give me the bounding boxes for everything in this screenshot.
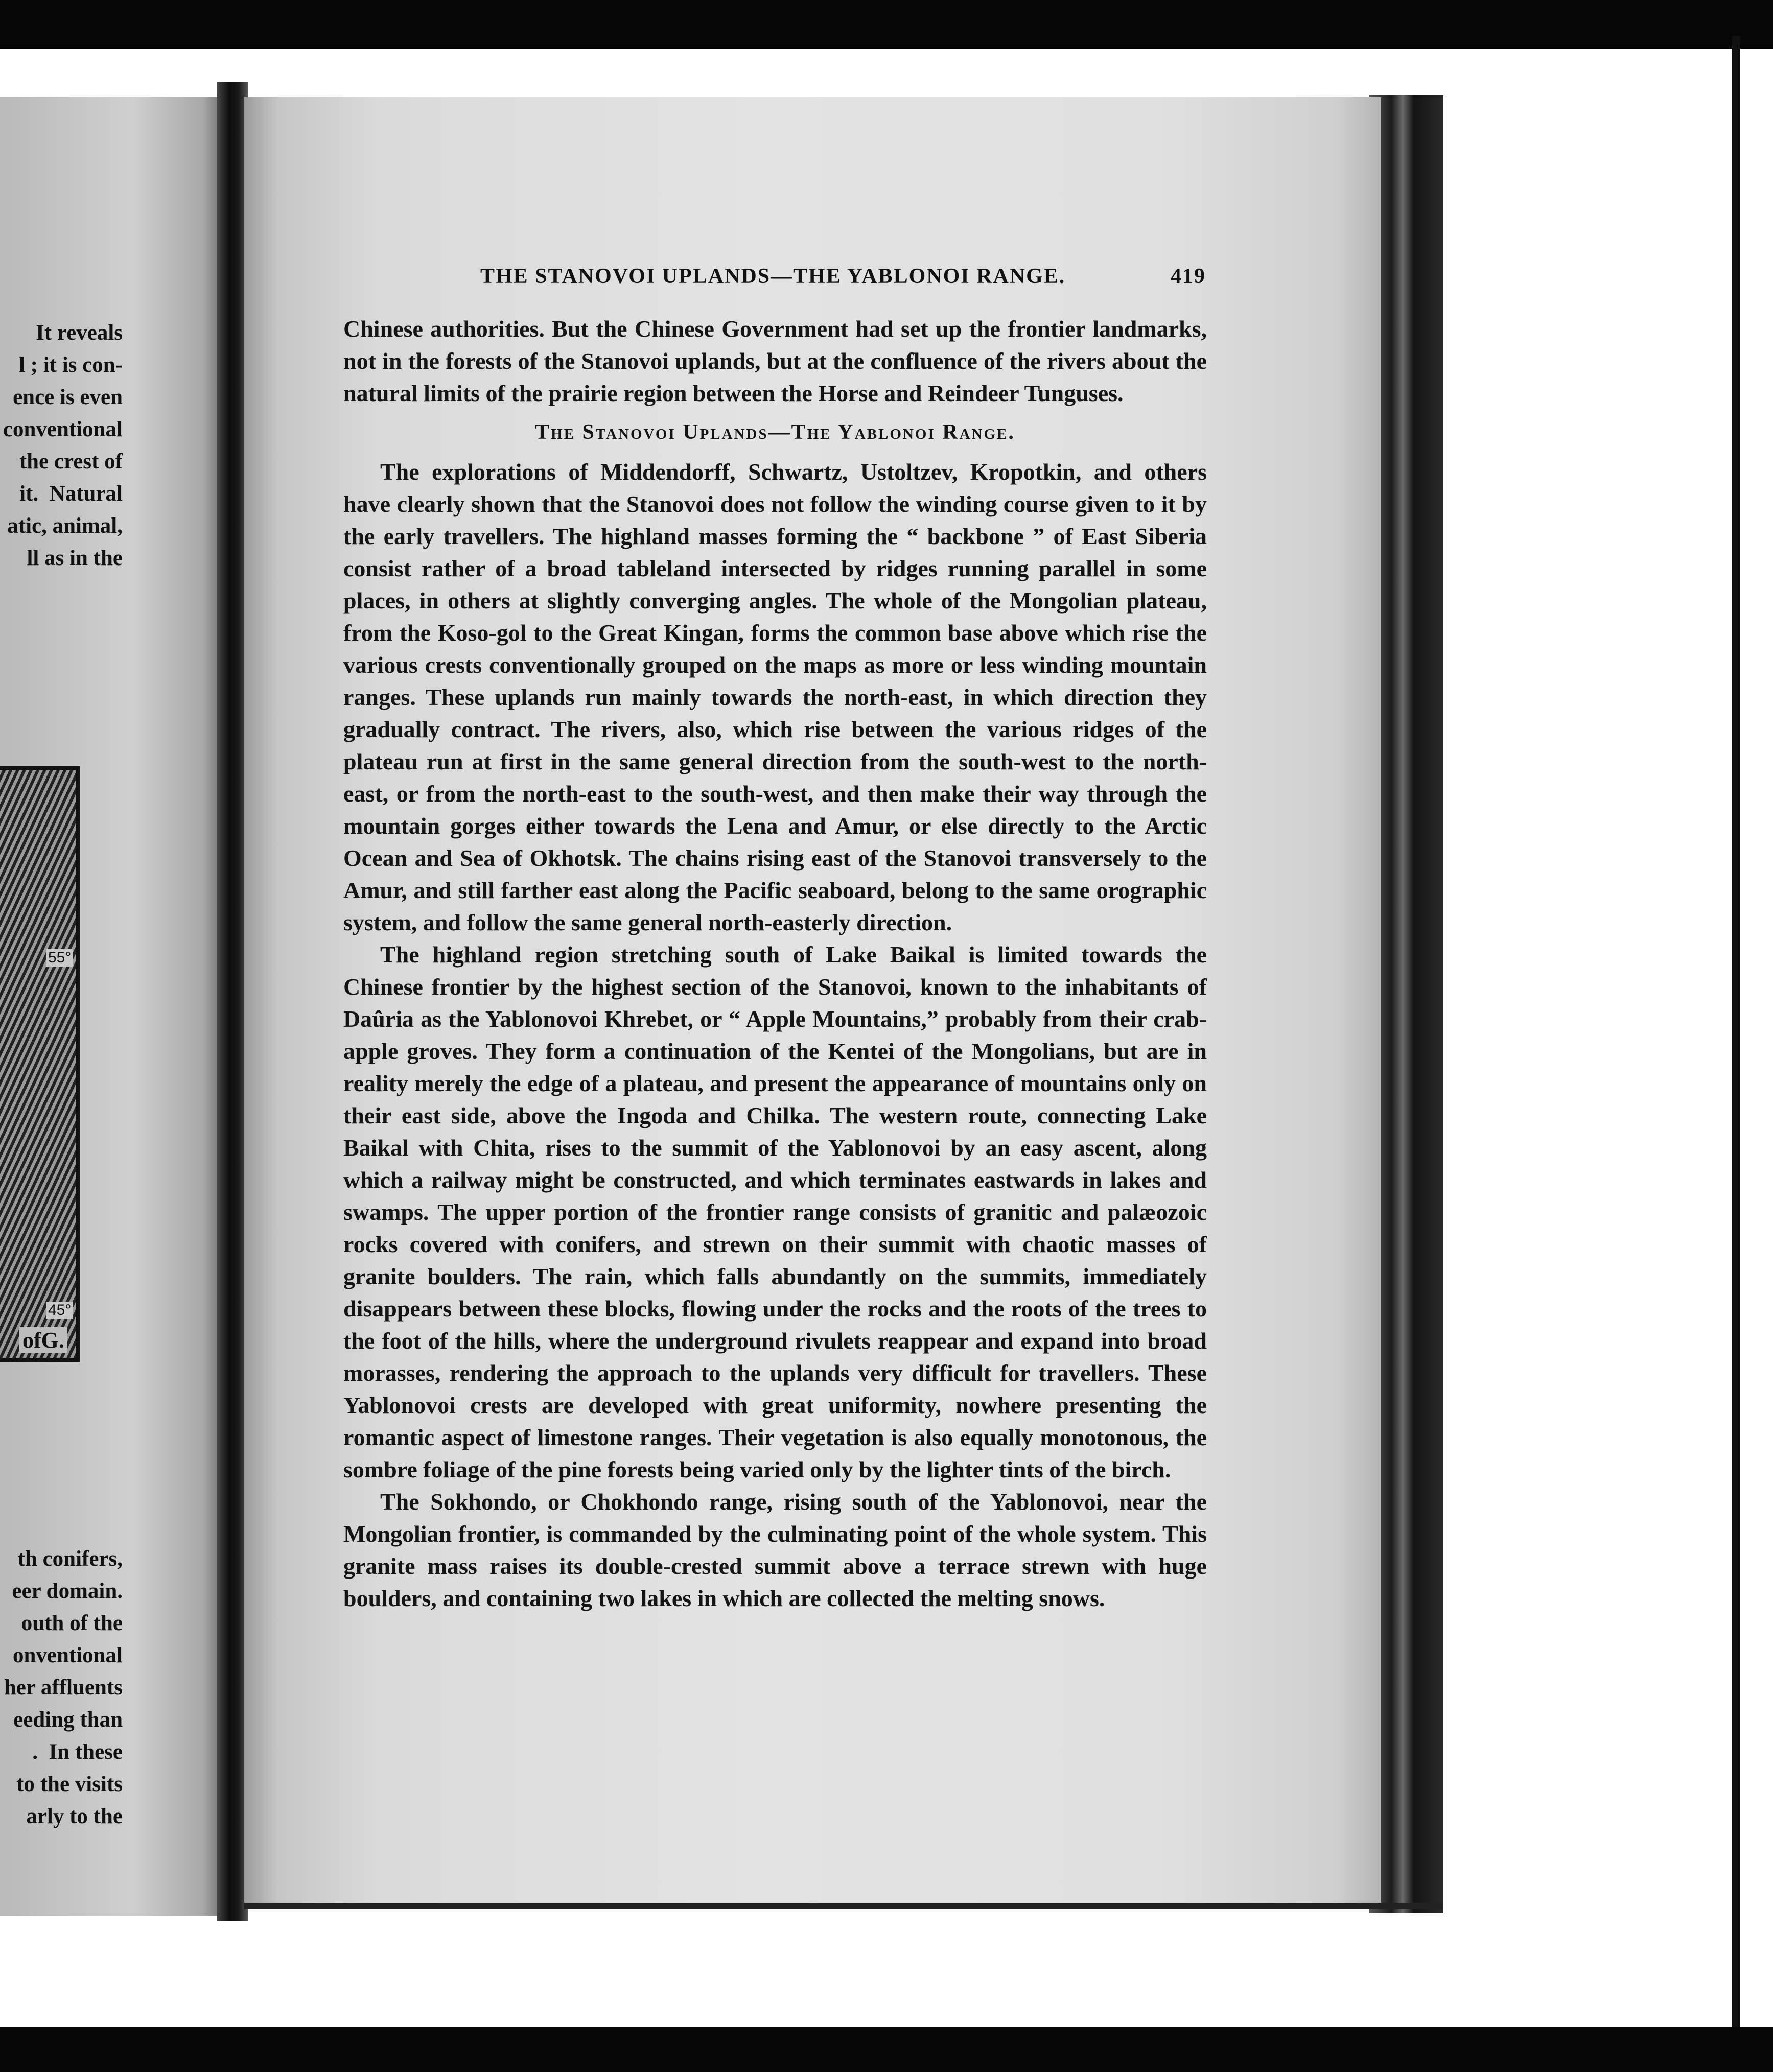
opening-paragraph: Chinese authorities. But the Chinese Government had set up the frontier landmarks, not in the forests of the Stanovoi uplands, but at the confluence of the rivers about the natural limits of the prairie region between the Horse and Reindeer Tunguses. — [343, 316, 1207, 406]
running-head-title: THE STANOVOI UPLANDS—THE YABLONOI RANGE. — [480, 265, 1066, 288]
body-text — [343, 313, 1207, 1614]
scan-frame-right — [1732, 36, 1740, 2028]
page-bottom-edge — [244, 1903, 1442, 1909]
section-heading: The Stanovoi Uplands—The Yablonoi Range. — [535, 420, 1015, 444]
map-latitude-label-55: 55° — [46, 949, 73, 967]
left-page — [0, 97, 220, 1916]
scan-frame-top — [0, 0, 1773, 49]
map-signature: ofG. — [19, 1327, 67, 1353]
scan-frame-bottom — [0, 2027, 1773, 2072]
left-page-text-lower: th conifers, eer domain. outh of the onventional her affluents eeding than . In these to the visits arly to the — [4, 1547, 123, 1828]
map-illustration — [0, 766, 80, 1362]
book-gutter — [217, 82, 248, 1921]
paragraph-sokhondo: The Sokhondo, or Chokhondo range, rising south of the Yablonovoi, near the Mongolian frontier, is commanded by the culminating point of the whole system. This granite mass raises its double-crested summit above a terrace strewn with huge boulders, and containing two lakes in which are collected the melting snows. — [343, 1489, 1207, 1611]
left-page-text-upper: It reveals l ; it is con- ence is even conventional the crest of it. Natural atic, animal, ll as in the — [3, 321, 123, 570]
page-number: 419 — [1171, 265, 1206, 288]
paragraph-highland-region: The highland region stretching south of Lake Baikal is limited towards the Chinese frontier by the highest section of the Stanovoi, known to the inhabitants of Daûria as the Yablonovoi Khrebet, or “ Apple Mountains,” probably from their crab-apple groves. They form a continuation of the Kentei of the Mongolians, but are in reality merely the edge of a plateau, and present the appearance of mountains only on their east side, above the Ingoda and Chilka. The western route, connecting Lake Baikal with Chita, rises to the summit of the Yablonovoi by an easy ascent, along which a railway might be constructed, and which terminates eastwards in lakes and swamps. The upper portion of the frontier range consists of granitic and palæozoic rocks covered with conifers, and strewn on their summit with chaotic masses of granite boulders. The rain, which falls abundantly on the summits, immediately disappears between these blocks, flowing under the rocks and the roots of the trees to the foot of the hills, where the underground rivulets reappear and expand into broad morasses, rendering the approach to the uplands very difficult for travellers. These Yablonovoi crests are developed with great uniformity, nowhere presenting the romantic aspect of limestone ranges. Their vegetation is also equally monotonous, the sombre foliage of the pine forests being varied only by the lighter tints of the birch. — [343, 941, 1207, 1482]
map-latitude-label-45: 45° — [46, 1302, 73, 1319]
paragraph-explorations: The explorations of Middendorff, Schwartz, Ustoltzev, Kropotkin, and others have clearly shown that the Stanovoi does not follow the winding course given to it by the early travellers. The highland masses forming the “ backbone ” of East Siberia consist rather of a broad tableland intersected by ridges running parallel in some places, in others at slightly converging angles. The whole of the Mongolian plateau, from the Koso-gol to the Great Kingan, forms the common base above which rise the various crests conventionally grouped on the maps as more or less winding mountain ranges. These uplands run mainly towards the north-east, in which direction they gradually contract. The rivers, also, which rise between the various ridges of the plateau run at first in the same general direction from the south-west to the north-east, or from the north-east to the south-west, and then make their way through the mountain gorges either towards the Lena and Amur, or else directly to the Arctic Ocean and Sea of Okhotsk. The chains rising east of the Stanovoi transversely to the Amur, and still farther east along the Pacific seaboard, belong to the same orographic system, and follow the same general north-easterly direction. — [343, 459, 1207, 935]
